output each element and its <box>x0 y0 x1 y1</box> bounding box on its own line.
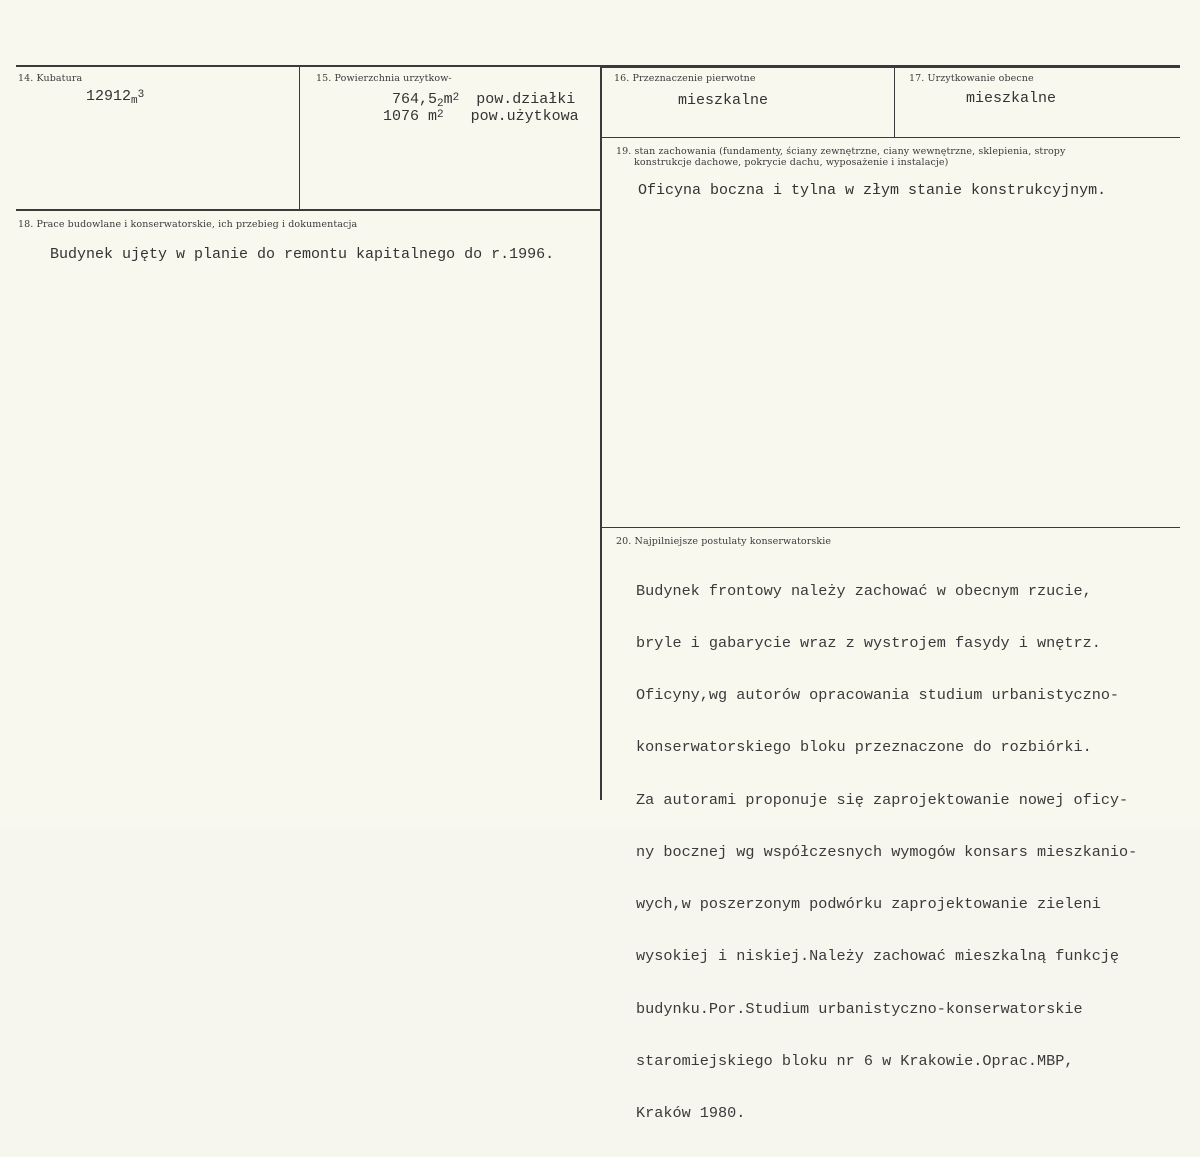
stan-value: Oficyna boczna i tylna w złym stanie konstrukcyjnym. <box>638 182 1107 199</box>
divider-16-19 <box>602 137 1180 138</box>
postulaty-line: wysokiej i niskiej.Należy zachować mieszkalną funkcję <box>636 947 1120 966</box>
divider-19-20 <box>602 527 1180 528</box>
postulaty-line: Za autorami proponuje się zaprojektowanie nowej oficy- <box>636 790 1129 809</box>
postulaty-line: wych,w poszerzonym podwórku zaprojektowanie zieleni <box>636 895 1101 914</box>
postulaty-line: budynku.Por.Studium urbanistyczno-konserwatorskie <box>636 999 1083 1018</box>
przeznaczenie-label: 16. Przeznaczenie pierwotne <box>614 73 756 84</box>
divider-14-15 <box>299 67 300 209</box>
postulaty-line: bryle i gabarycie wraz z wystrojem fasydy i wnętrz. <box>636 634 1101 653</box>
dzialka-unit: m <box>443 91 453 108</box>
postulaty-label: 20. Najpilniejsze postulaty konserwatorskie <box>616 536 832 547</box>
postulaty-line: ny bocznej wg współczesnych wymogów konsars mieszkanio- <box>636 842 1138 861</box>
divider-center <box>600 67 602 800</box>
postulaty-line: konserwatorskiego bloku przeznaczone do rozbiórki. <box>636 738 1092 757</box>
kubatura-label: 14. Kubatura <box>18 73 83 84</box>
uzytkowanie-label: 17. Urzytkowanie obecne <box>909 73 1034 84</box>
stan-label-line-1: 19. stan zachowania (fundamenty, ściany zewnętrzne, ciany wewnętrzne, sklepienia, stropy <box>616 146 1066 157</box>
postulaty-line: Oficyny,wg autorów opracowania studium urbanistyczno- <box>636 686 1120 705</box>
uzytkowa-exponent: 2 <box>437 109 444 121</box>
dzialka-sub: 2 <box>437 98 444 110</box>
postulaty-line: staromiejskiego bloku nr 6 w Krakowie.Oprac.MBP, <box>636 1051 1074 1070</box>
postulaty-text <box>636 548 1176 1157</box>
przeznaczenie-value: mieszkalne <box>678 92 769 109</box>
stan-label-line-2: konstrukcje dachowe, pokrycie dachu, wyposażenie i instalacje) <box>634 157 949 168</box>
kubatura-number: 12912 <box>86 88 132 105</box>
uzytkowanie-value: mieszkalne <box>966 90 1057 107</box>
kubatura-exponent: 3 <box>137 89 145 101</box>
divider-16-17 <box>894 67 895 137</box>
dzialka-value: 764,5 <box>392 91 438 108</box>
kubatura-value <box>86 88 144 105</box>
uzytkowa-value: 1076 m <box>383 108 438 125</box>
powierzchnia-line-2 <box>383 108 579 125</box>
kubatura-unit: m <box>131 95 138 107</box>
prace-value: Budynek ujęty w planie do remontu kapitalnego do r.1996. <box>50 246 555 263</box>
uzytkowa-desc: pow.użytkowa <box>470 108 579 125</box>
top-border-right <box>600 67 1180 68</box>
powierzchnia-label: 15. Powierzchnia urzytkow- <box>316 73 452 84</box>
prace-label: 18. Prace budowlane i konserwatorskie, ich przebieg i dokumentacja <box>18 219 358 230</box>
dzialka-exponent: 2 <box>452 92 460 104</box>
dzialka-desc: pow.działki <box>476 91 576 108</box>
postulaty-line: Budynek frontowy należy zachować w obecnym rzucie, <box>636 581 1092 600</box>
postulaty-line: Kraków 1980. <box>636 1104 746 1122</box>
divider-15-18 <box>16 209 601 211</box>
powierzchnia-line-1 <box>392 91 575 108</box>
